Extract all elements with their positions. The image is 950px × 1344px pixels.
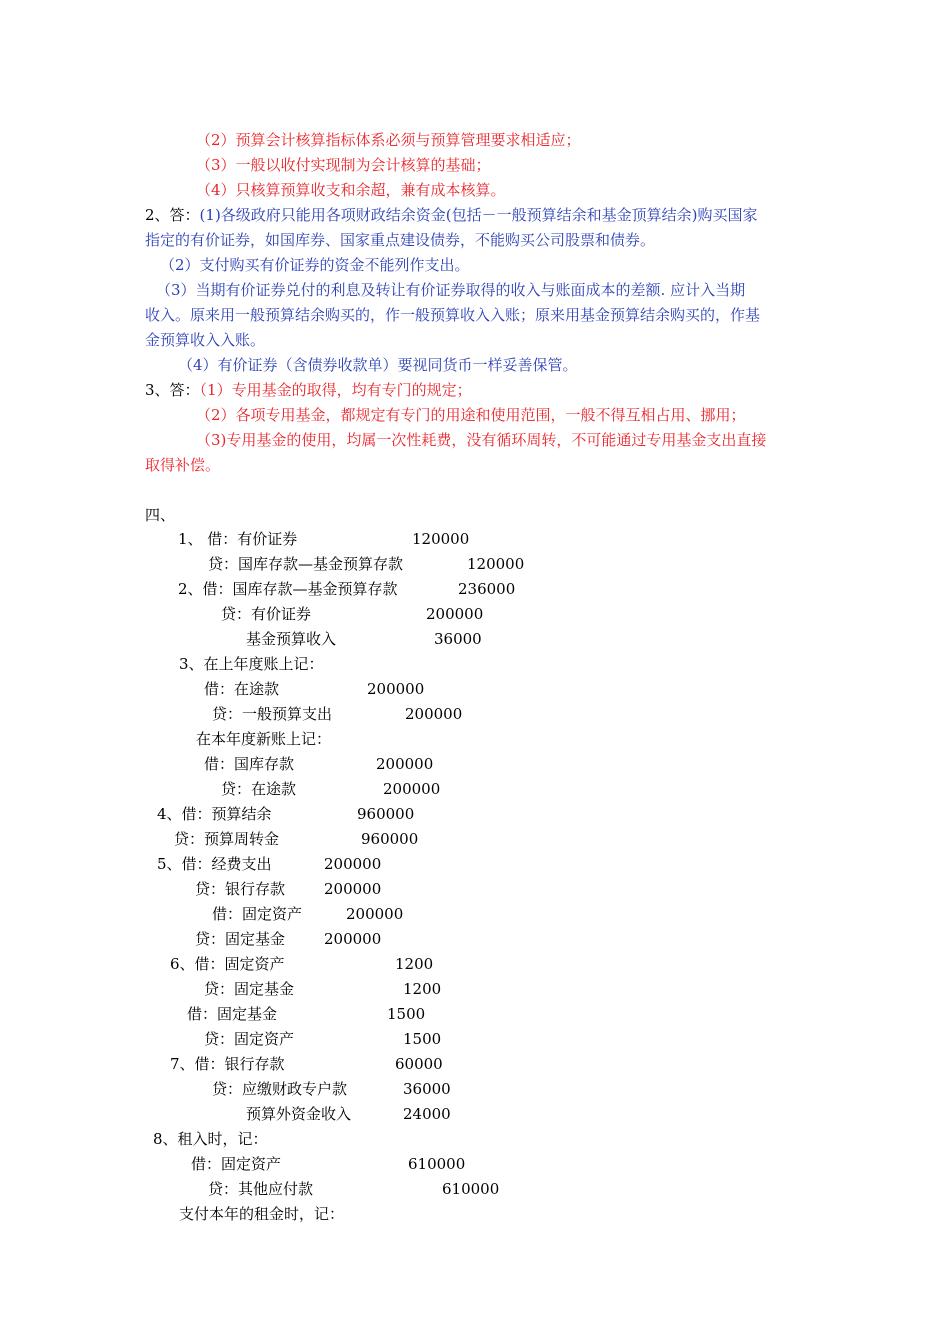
answer-2-line-2: 指定的有价证券，如国库券、国家重点建设债券，不能购买公司股票和债券。 (145, 231, 656, 249)
journal-entry: 4、借：预算结余 (157, 805, 272, 823)
answer-3-point-3-line-1: （3)专用基金的使用，均属一次性耗费，没有循环周转，不可能通过专用基金支出直接 (196, 431, 767, 449)
journal-entry: 借：固定基金 (187, 1005, 278, 1023)
journal-entry: 8、租入时，记： (153, 1130, 268, 1148)
answer-2-line-1 (145, 206, 758, 224)
list-item: （2）预算会计核算指标体系必须与预算管理要求相适应； (196, 131, 581, 149)
answer-2-text: (1)各级政府只能用各项财政结余资金(包括－一般预算结余和基金顶算结余)购买国家 (199, 206, 758, 224)
journal-entry: 预算外资金收入 (246, 1105, 352, 1123)
answer-3-text: （1）专用基金的取得，均有专门的规定； (199, 381, 472, 399)
journal-entry: 借：固定资产 (212, 905, 303, 923)
journal-amount: 200000 (376, 755, 434, 773)
journal-entry: 支付本年的租金时，记： (179, 1205, 345, 1223)
answer-3-point-3-line-2: 取得补偿。 (145, 456, 221, 474)
journal-amount: 120000 (467, 555, 525, 573)
journal-amount: 200000 (324, 880, 382, 898)
answer-3-point-2: （2）各项专用基金，都规定有专门的用途和使用范围，一般不得互相占用、挪用； (196, 406, 746, 424)
journal-entry: 贷：有价证券 (221, 605, 312, 623)
journal-amount: 24000 (403, 1105, 451, 1123)
answer-2-prefix: 2、答： (145, 206, 200, 224)
journal-amount: 1500 (403, 1030, 442, 1048)
answer-3-line-1 (145, 381, 472, 399)
journal-amount: 200000 (346, 905, 404, 923)
journal-entry: 贷：固定基金 (204, 980, 295, 998)
journal-entry: 2、借：国库存款—基金预算存款 (178, 580, 398, 598)
journal-entry: 贷：固定基金 (195, 930, 286, 948)
answer-3-prefix: 3、答： (145, 381, 200, 399)
journal-amount: 36000 (403, 1080, 451, 1098)
journal-entry: 6、借：固定资产 (170, 955, 285, 973)
journal-entry: 贷：国库存款—基金预算存款 (208, 555, 404, 573)
journal-entry: 3、在上年度账上记： (179, 655, 324, 673)
journal-entry: 贷：应缴财政专户款 (212, 1080, 348, 1098)
journal-entry: 5、借：经费支出 (157, 855, 272, 873)
journal-entry: 7、借：银行存款 (170, 1055, 285, 1073)
list-item: （4）只核算预算收支和余超，兼有成本核算。 (196, 181, 506, 199)
answer-2-point-3-line-1: （3）当期有价证券兑付的利息及转让有价证券取得的收入与账面成本的差额. 应计入当期 (156, 281, 746, 299)
journal-amount: 610000 (408, 1155, 466, 1173)
journal-amount: 60000 (395, 1055, 443, 1073)
journal-amount: 1500 (387, 1005, 426, 1023)
journal-amount: 960000 (357, 805, 415, 823)
answer-2-point-2: （2）支付购买有价证券的资金不能列作支出。 (160, 256, 470, 274)
journal-entry: 在本年度新账上记： (196, 730, 332, 748)
journal-entry: 贷：固定资产 (204, 1030, 295, 1048)
journal-amount: 200000 (324, 930, 382, 948)
journal-entry: 贷：一般预算支出 (212, 705, 333, 723)
journal-entry: 借：在途款 (204, 680, 280, 698)
journal-amount: 960000 (361, 830, 419, 848)
answer-2-point-3-line-2: 收入。原来用一般预算结余购买的，作一般预算收入入账；原来用基金预算结余购买的，作基 (145, 306, 761, 324)
journal-entry: 借：国库存款 (204, 755, 295, 773)
journal-entry: 贷：银行存款 (195, 880, 286, 898)
journal-entry: 基金预算收入 (246, 630, 337, 648)
journal-amount: 1200 (403, 980, 442, 998)
journal-entry: 1、 借：有价证券 (178, 530, 298, 548)
journal-amount: 200000 (367, 680, 425, 698)
journal-amount: 36000 (434, 630, 482, 648)
journal-amount: 200000 (324, 855, 382, 873)
journal-amount: 120000 (412, 530, 470, 548)
journal-amount: 200000 (405, 705, 463, 723)
section-4-heading: 四、 (145, 506, 176, 524)
journal-amount: 236000 (458, 580, 516, 598)
journal-entry: 贷：预算周转金 (174, 830, 280, 848)
journal-amount: 200000 (383, 780, 441, 798)
journal-amount: 1200 (395, 955, 434, 973)
list-item: （3）一般以收付实现制为会计核算的基础； (196, 156, 491, 174)
answer-2-point-4: （4）有价证券（含债券收款单）要视同货币一样妥善保管。 (178, 356, 578, 374)
journal-entry: 贷：其他应付款 (208, 1180, 314, 1198)
journal-amount: 610000 (442, 1180, 500, 1198)
journal-entry: 贷：在途款 (221, 780, 297, 798)
answer-2-point-3-line-3: 金预算收入入账。 (145, 331, 266, 349)
journal-amount: 200000 (426, 605, 484, 623)
journal-entry: 借：固定资产 (191, 1155, 282, 1173)
